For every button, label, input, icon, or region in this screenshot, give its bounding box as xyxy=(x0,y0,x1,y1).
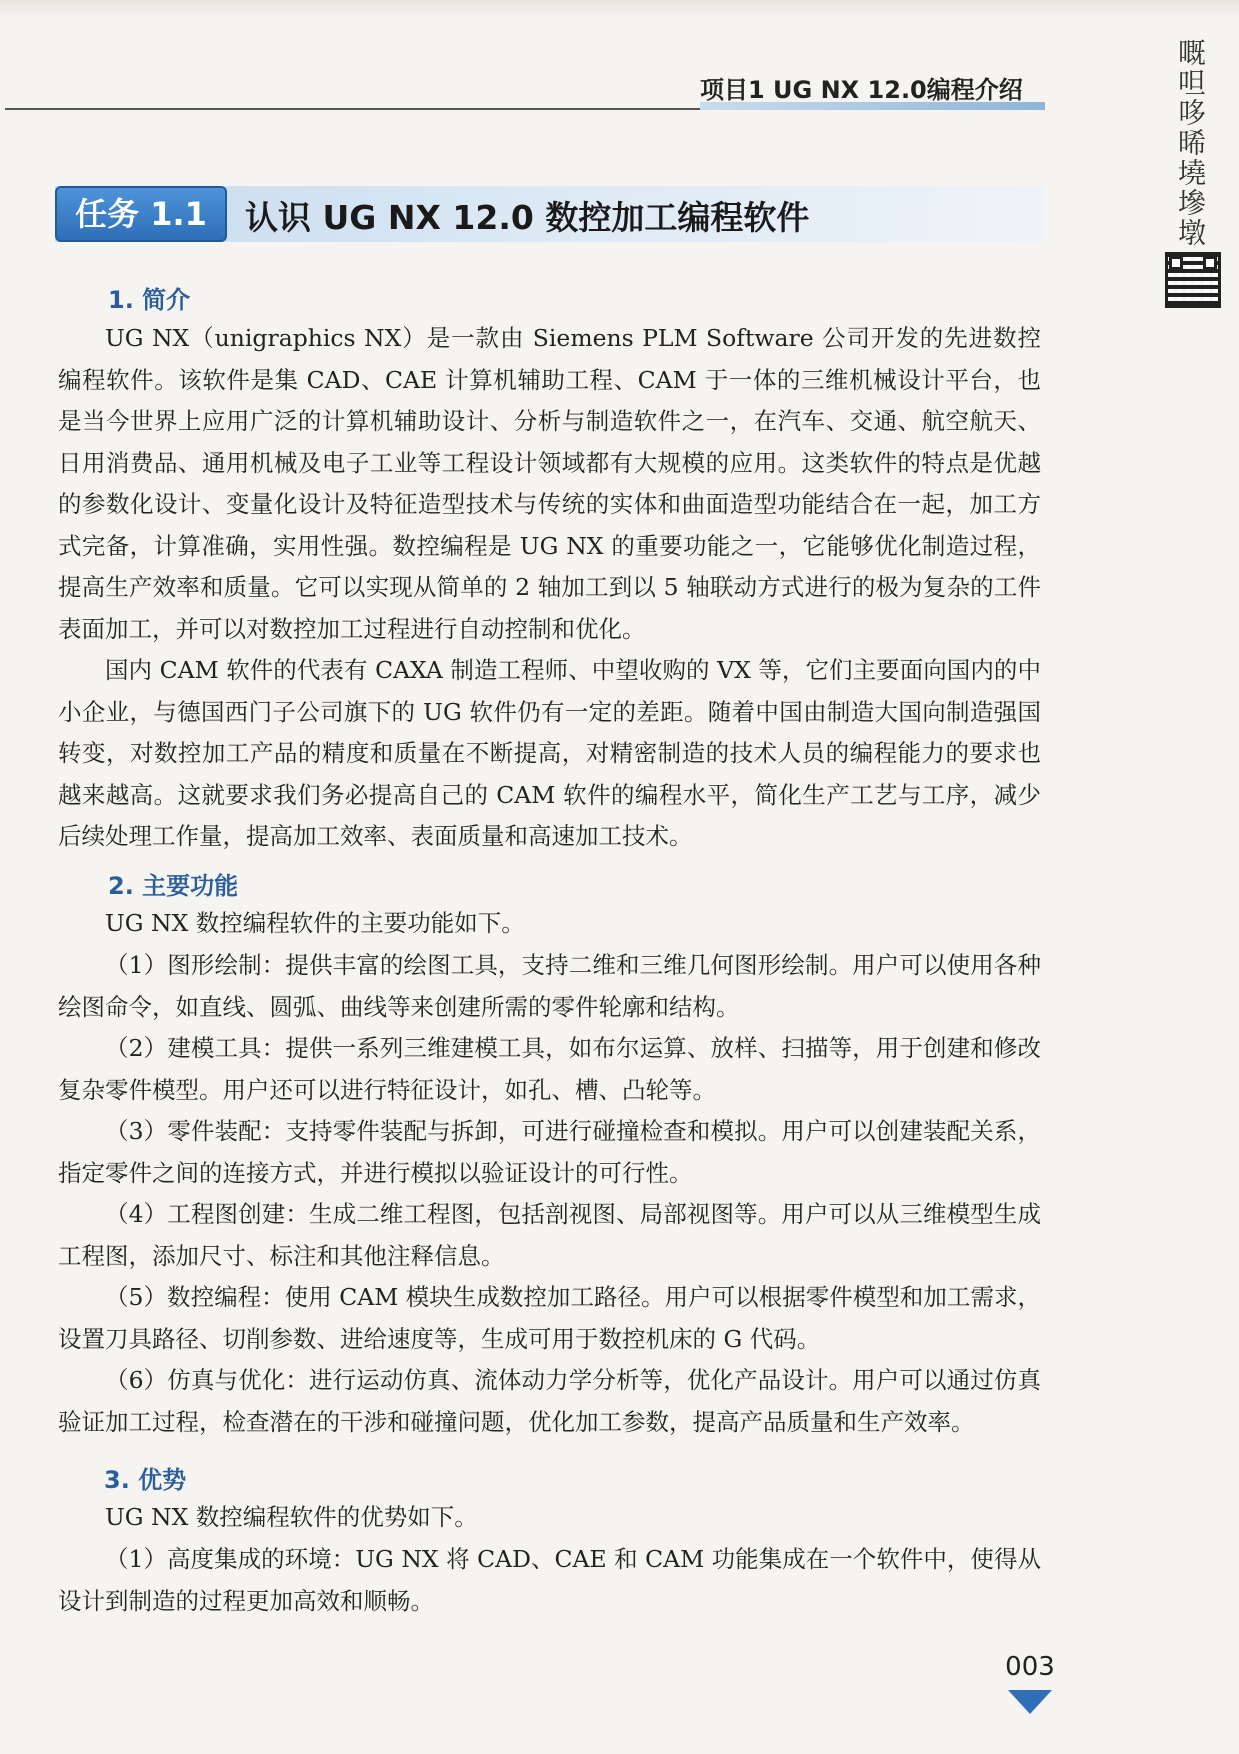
page-marker-triangle-icon xyxy=(1008,1690,1052,1714)
list-item-function-6: （6）仿真与优化：进行运动仿真、流体动力学分析等，优化产品设计。用户可以通过仿真验证加工过程，检查潜在的干涉和碰撞问题，优化加工参数，提高产品质量和生产效率。 xyxy=(58,1366,1041,1436)
page-number: 003 xyxy=(1005,1652,1055,1682)
list-item-function-5: （5）数控编程：使用 CAM 模块生成数控加工路径。用户可以根据零件模型和加工需求，设置刀具路径、切削参数、进给速度等，生成可用于数控机床的 G 代码。 xyxy=(58,1283,1041,1353)
qr-code-icon[interactable] xyxy=(1165,252,1221,308)
list-item-function-3: （3）零件装配：支持零件装配与拆卸，可进行碰撞检查和模拟。用户可以创建装配关系，指定零件之间的连接方式，并进行模拟以验证设计的可行性。 xyxy=(58,1117,1041,1187)
chapter-title: 项目1 UG NX 12.0编程介绍 xyxy=(700,76,1023,104)
list-item-function-4: （4）工程图创建：生成二维工程图，包括剖视图、局部视图等。用户可以从三维模型生成工程图，添加尺寸、标注和其他注释信息。 xyxy=(58,1200,1041,1270)
paragraph-advantages-intro: UG NX 数控编程软件的优势如下。 xyxy=(105,1503,478,1531)
list-item-advantage-1: （1）高度集成的环境：UG NX 将 CAD、CAE 和 CAM 功能集成在一个软件中，使得从设计到制造的过程更加高效和顺畅。 xyxy=(58,1545,1041,1615)
paragraph-intro-1: UG NX（unigraphics NX）是一款由 Siemens PLM Software 公司开发的先进数控编程软件。该软件是集 CAD、CAE 计算机辅助工程、CAM 于一体的三维机械设计平台，也是当今世界上应用广泛的计算机辅助设计、分析与制造软件之一，在汽车、交通、航空航天、日用消费品、通用机械及电子工业等工程设计领域都有大规模的应用。这类软件的特点是优越的参数化设计、变量化设计及特征造型技术与传统的实体和曲面造型功能结合在一起，加工方式完备，计算准确，实用性强。数控编程是 UG NX 的重要功能之一，它能够优化制造过程，提高生产效率和质量。它可以实现从简单的 2 轴加工到以 5 轴联动方式进行的极为复杂的工件表面加工，并可以对数控加工过程进行自动控制和优化。 xyxy=(58,324,1041,643)
list-item-function-1: （1）图形绘制：提供丰富的绘图工具，支持二维和三维几何图形绘制。用户可以使用各种绘图命令，如直线、圆弧、曲线等来创建所需的零件轮廓和结构。 xyxy=(58,951,1041,1021)
paragraph-intro-2: 国内 CAM 软件的代表有 CAXA 制造工程师、中望收购的 VX 等，它们主要面向国内的中小企业，与德国西门子公司旗下的 UG 软件仍有一定的差距。随着中国由制造大国向制造强国转变，对数控加工产品的精度和质量在不断提高，对精密制造的技术人员的编程能力的要求也越来越高。这就要求我们务必提高自己的 CAM 软件的编程水平，简化生产工艺与工序，减少后续处理工作量，提高加工效率、表面质量和高速加工技术。 xyxy=(58,656,1041,850)
task-badge: 任务 1.1 xyxy=(55,186,227,242)
task-title: 认识 UG NX 12.0 数控加工编程软件 xyxy=(245,198,810,237)
section-heading-advantages: 3. 优势 xyxy=(104,1466,187,1494)
section-heading-intro: 1. 简介 xyxy=(108,286,191,314)
paragraph-functions-intro: UG NX 数控编程软件的主要功能如下。 xyxy=(105,909,525,937)
list-item-function-2: （2）建模工具：提供一系列三维建模工具，如布尔运算、放样、扫描等，用于创建和修改复杂零件模型。用户还可以进行特征设计，如孔、槽、凸轮等。 xyxy=(58,1034,1041,1104)
page-edge xyxy=(0,0,1239,18)
section-heading-functions: 2. 主要功能 xyxy=(108,872,239,900)
side-vertical-text: 嘅呾哆晞墝墋墩 xyxy=(1174,38,1207,248)
